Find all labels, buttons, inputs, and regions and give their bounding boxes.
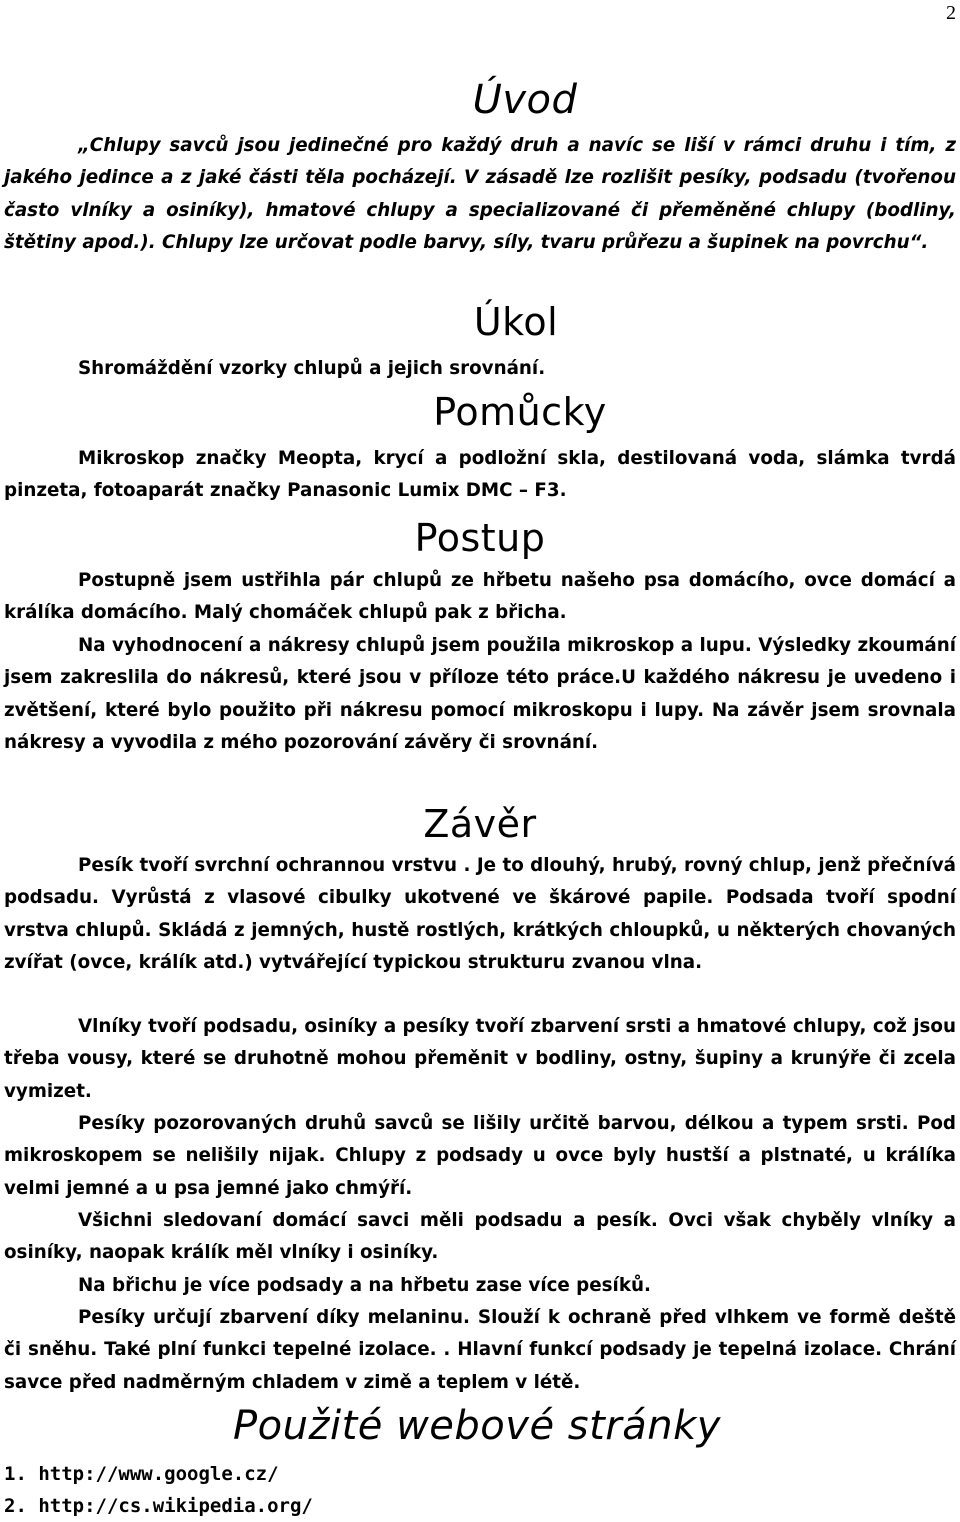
intro-quote: „Chlupy savců jsou jedinečné pro každý druh a navíc se liší v rámci druhu i tím, z jakého jedince a z jaké části těla pocházejí. V zásadě lze rozlišit pesíky, podsadu (tvořenou často vlníky a osiníky), hmatové chlupy a specializované či přeměněné chlupy (bodliny, štětiny apod.). Chlupy lze určovat podle barvy, síly, tvaru průřezu a šupinek na povrchu“. [4, 135, 956, 254]
zaver-paragraph-1: Pesík tvoří svrchní ochrannou vrstvu . Je to dlouhý, hrubý, rovný chlup, jenž přečnívá podsadu. Vyrůstá z vlasové cibulky ukotvené ve škárové papile. Podsada tvoří spodní vrstva chlupů. Skládá z jemných, hustě rostlých, krátkých chloupků, u některých chovaných zvířat (ovce, králík atd.) vytvářející typickou strukturu zvanou vlna. [4, 855, 956, 974]
page-number: 2 [946, 2, 956, 24]
zaver-paragraph-2: Vlníky tvoří podsadu, osiníky a pesíky tvoří zbarvení srsti a hmatové chlupy, což jsou třeba vousy, které se druhotně mohou přeměnit v bodliny, ostny, šupiny a krunýře či zcela vymizet. [4, 1016, 956, 1102]
reference-link-google[interactable]: 1. http://www.google.cz/ [4, 1463, 279, 1485]
heading-ukol: Úkol [473, 300, 559, 344]
heading-uvod: Úvod [472, 77, 578, 123]
heading-zaver: Závěr [423, 802, 537, 846]
heading-postup: Postup [414, 516, 546, 560]
postup-paragraph-2: Na vyhodnocení a nákresy chlupů jsem použila mikroskop a lupu. Výsledky zkoumání jsem zakreslila do nákresů, které jsou v příloze této práce.U každého nákresu je uvedeno i zvětšení, které bylo použito při nákresu pomocí mikroskopu i lupy. Na závěr jsem srovnala nákresy a vyvodila z mého pozorování závěry či srovnání. [4, 635, 956, 754]
heading-pomucky: Pomůcky [433, 390, 607, 434]
zaver-paragraph-6: Pesíky určují zbarvení díky melaninu. Slouží k ochraně před vlhkem ve formě deště či sněhu. Také plní funkci tepelné izolace. . Hlavní funkcí podsady je tepelná izolace. Chrání savce před nadměrným chladem v zimě a teplem v létě. [4, 1307, 956, 1393]
zaver-paragraph-3: Pesíky pozorovaných druhů savců se lišily určitě barvou, délkou a typem srsti. Pod mikroskopem se nelišily nijak. Chlupy z podsady u ovce byly hustší a plstnaté, u králíka velmi jemné a u psa jemné jako chmýří. [4, 1113, 956, 1199]
ukol-text: Shromáždění vzorky chlupů a jejich srovnání. [78, 358, 546, 379]
zaver-paragraph-4: Všichni sledovaní domácí savci měli podsadu a pesík. Ovci však chyběly vlníky a osiníky, naopak králík měl vlníky i osiníky. [4, 1210, 956, 1264]
reference-list [4, 1458, 313, 1522]
heading-references: Použité webové stránky [233, 1403, 721, 1449]
zaver-paragraph-5: Na břichu je více podsady a na hřbetu zase více pesíků. [78, 1275, 651, 1296]
pomucky-text: Mikroskop značky Meopta, krycí a podložní skla, destilovaná voda, slámka tvrdá pinzeta, fotoaparát značky Panasonic Lumix DMC – F3. [4, 448, 956, 502]
reference-link-wikipedia[interactable]: 2. http://cs.wikipedia.org/ [4, 1495, 313, 1517]
postup-paragraph-1: Postupně jsem ustřihla pár chlupů ze hřbetu našeho psa domácího, ovce domácí a králíka domácího. Malý chomáček chlupů pak z břicha. [4, 570, 956, 624]
